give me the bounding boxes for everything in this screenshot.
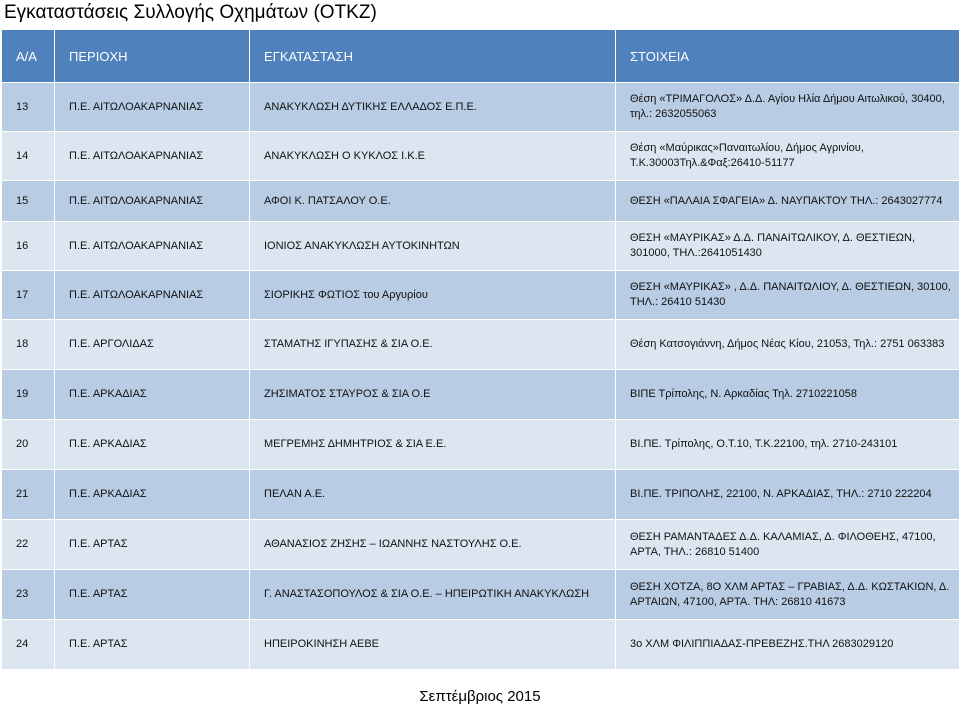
table-row [2,222,960,271]
row-region: Π.Ε. ΑΡΓΟΛΙΔΑΣ [55,320,250,370]
row-details: ΒΙ.ΠΕ. Τρίπολης, Ο.Τ.10, Τ.Κ.22100, τηλ. 2710-243101 [616,420,960,470]
row-details: ΘΕΣΗ ΡΑΜΑΝΤΑΔΕΣ Δ.Δ. ΚΑΛΑΜΙΑΣ, Δ. ΦΙΛΟΘΕΗΣ, 47100, ΑΡΤΑ, ΤΗΛ.: 26810 51400 [616,520,960,570]
row-number: 24 [2,620,55,670]
row-facility: ΣΤΑΜΑΤΗΣ ΙΓΥΠΑΣΗΣ & ΣΙΑ Ο.Ε. [250,320,616,370]
row-region: Π.Ε. ΑΡΚΑΔΙΑΣ [55,470,250,520]
row-facility: ΖΗΣΙΜΑΤΟΣ ΣΤΑΥΡΟΣ & ΣΙΑ Ο.Ε [250,370,616,420]
row-facility: ΙΟΝΙΟΣ ΑΝΑΚΥΚΛΩΣΗ ΑΥΤΟΚΙΝΗΤΩΝ [250,222,616,271]
row-number: 15 [2,181,55,222]
row-details: ΘΕΣΗ «ΜΑΥΡΙΚΑΣ» Δ.Δ. ΠΑΝΑΙΤΩΛΙΚΟΥ, Δ. ΘΕΣΤΙΕΩΝ, 301000, ΤΗΛ.:2641051430 [616,222,960,271]
table-row [2,320,960,370]
row-facility: ΗΠΕΙΡΟΚΙΝΗΣΗ ΑΕΒΕ [250,620,616,670]
header-region: ΠΕΡΙΟΧΗ [55,30,250,83]
row-details: Θέση «ΤΡΙΜΑΓΟΛΟΣ» Δ.Δ. Αγίου Ηλία Δήμου Αιτωλικού, 30400, τηλ.: 2632055063 [616,83,960,132]
row-region: Π.Ε. ΑΙΤΩΛΟΑΚΑΡΝΑΝΙΑΣ [55,83,250,132]
row-number: 17 [2,271,55,320]
row-region: Π.Ε. ΑΡΤΑΣ [55,570,250,620]
table-row [2,470,960,520]
row-details: Θέση «Μαύρικας»Παναιτωλίου, Δήμος Αγρινίου, Τ.Κ.30003Τηλ.&Φαξ:26410-51177 [616,132,960,181]
row-facility: ΑΦΟΙ Κ. ΠΑΤΣΑΛΟΥ Ο.Ε. [250,181,616,222]
table-header-row [2,30,960,83]
row-details: ΘΕΣΗ ΧΟΤΖΑ, 8Ο ΧΛΜ ΑΡΤΑΣ – ΓΡΑΒΙΑΣ, Δ.Δ. ΚΩΣΤΑΚΙΩΝ, Δ. ΑΡΤΑΙΩΝ, 47100, ΑΡΤΑ. ΤΗΛ: 26810 41673 [616,570,960,620]
table-row [2,181,960,222]
row-facility: ΜΕΓΡΕΜΗΣ ΔΗΜΗΤΡΙΟΣ & ΣΙΑ Ε.Ε. [250,420,616,470]
row-region: Π.Ε. ΑΙΤΩΛΟΑΚΑΡΝΑΝΙΑΣ [55,181,250,222]
page-title: Εγκαταστάσεις Συλλογής Οχημάτων (ΟΤΚΖ) [4,2,377,23]
table-row [2,570,960,620]
row-details: ΒΙΠΕ Τρίπολης, Ν. Αρκαδίας Τηλ. 2710221058 [616,370,960,420]
row-region: Π.Ε. ΑΡΤΑΣ [55,620,250,670]
table-row [2,620,960,670]
row-facility: ΣΙΟΡΙΚΗΣ ΦΩΤΙΟΣ του Αργυρίου [250,271,616,320]
row-facility: ΠΕΛΑΝ Α.Ε. [250,470,616,520]
facilities-table [1,29,960,670]
row-number: 20 [2,420,55,470]
table-row [2,83,960,132]
table-row [2,132,960,181]
row-details: 3ο ΧΛΜ ΦΙΛΙΠΠΙΑΔΑΣ-ΠΡΕΒΕΖΗΣ.ΤΗΛ 2683029120 [616,620,960,670]
row-number: 18 [2,320,55,370]
row-number: 22 [2,520,55,570]
row-facility: ΑΘΑΝΑΣΙΟΣ ΖΗΣΗΣ – ΙΩΑΝΝΗΣ ΝΑΣΤΟΥΛΗΣ Ο.Ε. [250,520,616,570]
table-row [2,271,960,320]
table-row [2,520,960,570]
row-details: ΒΙ.ΠΕ. ΤΡΙΠΟΛΗΣ, 22100, Ν. ΑΡΚΑΔΙΑΣ, ΤΗΛ.: 2710 222204 [616,470,960,520]
row-facility: Γ. ΑΝΑΣΤΑΣΟΠΟΥΛΟΣ & ΣΙΑ Ο.Ε. – ΗΠΕΙΡΩΤΙΚΗ ΑΝΑΚΥΚΛΩΣΗ [250,570,616,620]
footer-date: Σεπτέμβριος 2015 [419,688,541,705]
row-facility: ΑΝΑΚΥΚΛΩΣΗ Ο ΚΥΚΛΟΣ Ι.Κ.Ε [250,132,616,181]
row-number: 13 [2,83,55,132]
header-facility: ΕΓΚΑΤΑΣΤΑΣΗ [250,30,616,83]
row-region: Π.Ε. ΑΙΤΩΛΟΑΚΑΡΝΑΝΙΑΣ [55,222,250,271]
row-number: 23 [2,570,55,620]
header-details: ΣΤΟΙΧΕΙΑ [616,30,960,83]
row-number: 14 [2,132,55,181]
row-region: Π.Ε. ΑΡΚΑΔΙΑΣ [55,370,250,420]
row-details: ΘΕΣΗ «ΜΑΥΡΙΚΑΣ» , Δ.Δ. ΠΑΝΑΙΤΩΛΙΟΥ, Δ. ΘΕΣΤΙΕΩΝ, 30100, ΤΗΛ.: 26410 51430 [616,271,960,320]
table-row [2,420,960,470]
row-region: Π.Ε. ΑΙΤΩΛΟΑΚΑΡΝΑΝΙΑΣ [55,271,250,320]
row-region: Π.Ε. ΑΡΤΑΣ [55,520,250,570]
header-num: Α/Α [2,30,55,83]
row-details: Θέση Κατσογιάννη, Δήμος Νέας Κίου, 21053, Τηλ.: 2751 063383 [616,320,960,370]
row-region: Π.Ε. ΑΡΚΑΔΙΑΣ [55,420,250,470]
table-row [2,370,960,420]
row-details: ΘΕΣΗ «ΠΑΛΑΙΑ ΣΦΑΓΕΙΑ» Δ. ΝΑΥΠΑΚΤΟΥ ΤΗΛ.: 2643027774 [616,181,960,222]
row-region: Π.Ε. ΑΙΤΩΛΟΑΚΑΡΝΑΝΙΑΣ [55,132,250,181]
row-number: 21 [2,470,55,520]
row-number: 19 [2,370,55,420]
row-number: 16 [2,222,55,271]
row-facility: ΑΝΑΚΥΚΛΩΣΗ ΔΥΤΙΚΗΣ ΕΛΛΑΔΟΣ Ε.Π.Ε. [250,83,616,132]
